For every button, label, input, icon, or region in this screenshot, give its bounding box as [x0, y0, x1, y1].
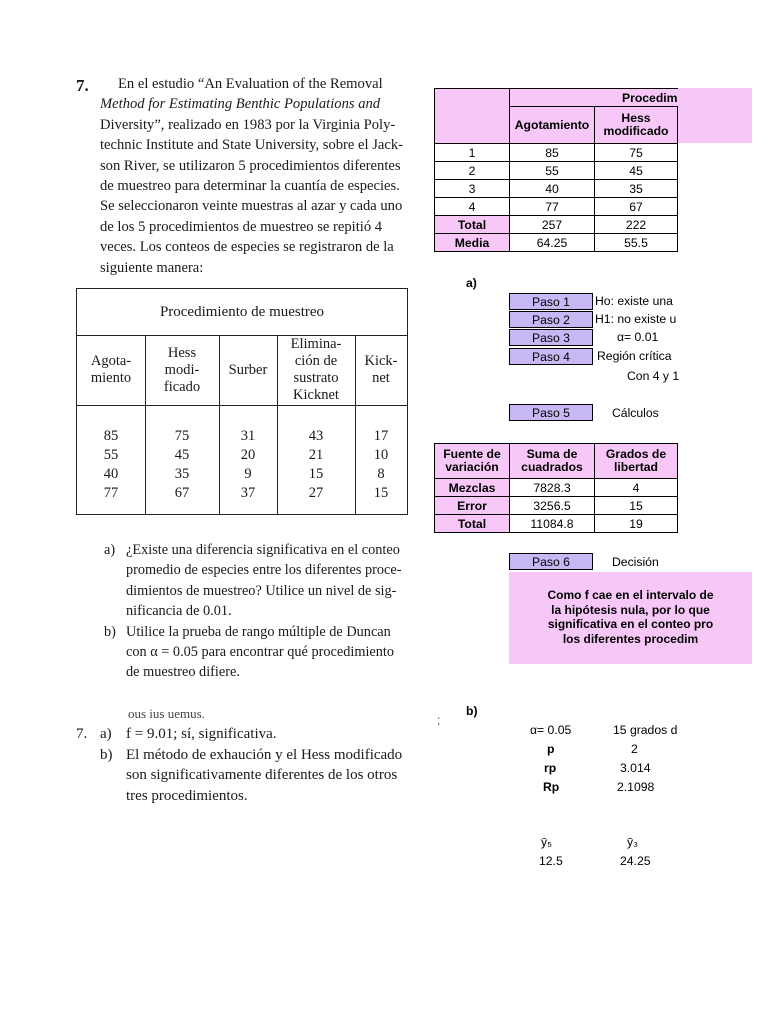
table-cell: 21 — [308, 447, 324, 463]
problem-number: 7. — [76, 76, 89, 95]
question-line: promedio de especies entre los diferentes proce- — [126, 562, 402, 579]
answer-b — [76, 745, 402, 807]
paso-2-text: H1: no existe u — [595, 312, 677, 326]
answer-a — [76, 724, 402, 745]
problem-line: de los 5 procedimientos de muestreo se repitió 4 — [100, 218, 383, 235]
values-agotamiento — [77, 427, 145, 503]
data-table — [434, 88, 678, 252]
mean-label: ȳ₅ — [541, 835, 553, 849]
cell: 7828.3 — [510, 479, 595, 497]
paso-5: Paso 5 — [509, 404, 593, 421]
header-fill-extension — [678, 88, 752, 143]
answer-text: f = 9.01; sí, significativa. — [126, 726, 277, 742]
anova-row-label: Total — [435, 515, 510, 533]
total-label: Total — [435, 216, 510, 234]
question-label: a) — [104, 542, 116, 558]
question-b — [104, 622, 414, 683]
table-cell: 31 — [240, 428, 256, 444]
answer-label: a) — [100, 726, 112, 742]
duncan-label: Rp — [543, 780, 560, 794]
paso-1-text: Ho: existe una — [595, 294, 673, 308]
cell: 45 — [595, 162, 678, 180]
conclusion-line: los diferentes procedim — [562, 631, 699, 646]
values-kicknet — [355, 427, 407, 503]
header-kicknet: Kick- net — [364, 353, 398, 386]
table-title: Procedimiento de muestreo — [77, 289, 407, 336]
problem-statement — [100, 74, 410, 278]
section-b-label: b) — [466, 704, 478, 718]
question-line: nificancia de 0.01. — [126, 603, 232, 620]
values-eliminacion — [277, 427, 355, 503]
paso-2: Paso 2 — [509, 311, 593, 328]
conclusion-line: Como f cae en el intervalo de — [547, 588, 714, 602]
values-hess — [145, 427, 219, 503]
problem-line: Se seleccionaron veinte muestras al azar y cada uno — [100, 198, 403, 215]
cell: 222 — [595, 216, 678, 234]
header-agotamiento: Agota- miento — [90, 353, 132, 386]
answer-line: El método de exhaución y el Hess modificado — [126, 746, 403, 763]
table-cell: 8 — [377, 466, 385, 482]
problem-line: siguiente manera: — [100, 259, 204, 276]
group-header: Procedim — [510, 89, 678, 107]
duncan-value: 2 — [631, 742, 638, 756]
anova-header: Fuente de variación — [435, 444, 510, 479]
cell: 85 — [510, 144, 595, 162]
anova-header: Suma de cuadrados — [510, 444, 595, 479]
paso-4-extra: Con 4 y 1 — [627, 369, 680, 383]
table-cell: 35 — [174, 466, 190, 482]
col-hess: Hess modificado — [595, 107, 678, 144]
answer-line: tres procedimientos. — [126, 787, 248, 804]
question-line: de muestreo difiere. — [126, 664, 240, 681]
problem-line: veces. Los conteos de especies se registraron de la — [100, 239, 394, 256]
cell: 257 — [510, 216, 595, 234]
table-cell: 43 — [308, 428, 324, 444]
duncan-label: α= 0.05 — [530, 723, 572, 737]
mean-label: ȳ₃ — [627, 835, 639, 849]
anova-row-label: Error — [435, 497, 510, 515]
cell: 3256.5 — [510, 497, 595, 515]
cell: 19 — [595, 515, 678, 533]
mean-value: 24.25 — [620, 854, 651, 868]
anova-header: Grados de libertad — [595, 444, 678, 479]
sampling-procedure-table — [76, 288, 408, 515]
cell: 40 — [510, 180, 595, 198]
header-hess: Hess modi- ficado — [163, 344, 201, 395]
stray-mark: ; — [437, 713, 441, 727]
table-cell: 55 — [103, 447, 119, 463]
cell: 67 — [595, 198, 678, 216]
problem-line: En el estudio “An Evaluation of the Removal — [118, 76, 383, 92]
cell: 64.25 — [510, 234, 595, 252]
table-cell: 85 — [103, 428, 119, 444]
table-cell: 10 — [373, 447, 389, 463]
table-cell: 67 — [174, 485, 190, 501]
table-cell: 37 — [240, 485, 256, 501]
question-line: con α = 0.05 para encontrar qué procedimiento — [126, 644, 395, 661]
paso-5-text: Cálculos — [612, 406, 659, 420]
corner-cell — [435, 89, 510, 144]
answer-label: b) — [100, 746, 113, 763]
table-cell: 20 — [240, 447, 256, 463]
media-label: Media — [435, 234, 510, 252]
paso-6: Paso 6 — [509, 553, 593, 570]
anova-table — [434, 443, 678, 533]
table-header-row — [77, 335, 407, 406]
conclusion-box — [509, 572, 752, 664]
answers — [76, 724, 402, 806]
header-eliminacion: Elimina- ción de sustrato Kicknet — [290, 336, 342, 403]
problem-line: technic Institute and State University, sobre el Jack- — [100, 137, 403, 154]
cell: 55 — [510, 162, 595, 180]
row-label: 4 — [435, 198, 510, 216]
cell: 4 — [595, 479, 678, 497]
duncan-value: 15 grados d — [613, 723, 678, 737]
problem-line: Method for Estimating Benthic Populations and — [100, 96, 381, 113]
cut-off-text: ous ius uemus. — [128, 706, 205, 721]
paso-4-text: Región crítica — [597, 349, 672, 363]
paso-4: Paso 4 — [509, 348, 593, 365]
row-label: 3 — [435, 180, 510, 198]
mean-value: 12.5 — [539, 854, 563, 868]
table-cell: 17 — [373, 428, 389, 444]
paso-6-text: Decisión — [612, 555, 659, 569]
question-label: b) — [104, 623, 116, 640]
anova-row-label: Mezclas — [435, 479, 510, 497]
duncan-value: 2.1098 — [617, 780, 655, 794]
paso-1: Paso 1 — [509, 293, 593, 310]
paso-3-text: α= 0.01 — [617, 330, 659, 344]
header-surber: Surber — [228, 361, 268, 378]
questions — [104, 540, 414, 683]
table-cell: 15 — [373, 485, 389, 501]
answer-line: son significativamente diferentes de los otros — [126, 767, 398, 783]
table-cell: 45 — [174, 447, 190, 463]
answer-number: 7. — [76, 726, 88, 742]
cell: 11084.8 — [510, 515, 595, 533]
paso-3: Paso 3 — [509, 329, 593, 346]
col-agotamiento: Agotamiento — [510, 107, 595, 144]
table-cell: 75 — [174, 428, 190, 444]
conclusion-line: la hipótesis nula, por lo que — [551, 602, 710, 617]
conclusion-line: significativa en el conteo pro — [547, 617, 714, 631]
row-label: 1 — [435, 144, 510, 162]
table-cell: 9 — [244, 466, 252, 482]
problem-line: de muestreo para determinar la cuantía de especies. — [100, 178, 400, 195]
question-line: dimientos de muestreo? Utilice un nivel de sig- — [126, 582, 397, 599]
problem-line: Diversity”, realizado en 1983 por la Virginia Poly- — [100, 116, 396, 133]
cell: 55.5 — [595, 234, 678, 252]
table-cell: 27 — [308, 485, 324, 501]
table-cell: 15 — [308, 466, 324, 482]
duncan-label: rp — [544, 761, 557, 775]
values-surber — [219, 427, 277, 503]
duncan-value: 3.014 — [620, 761, 651, 775]
row-label: 2 — [435, 162, 510, 180]
table-cell: 77 — [103, 485, 119, 501]
problem-line: son River, se utilizaron 5 procedimientos diferentes — [100, 157, 401, 174]
cell: 77 — [510, 198, 595, 216]
cell: 75 — [595, 144, 678, 162]
table-cell: 40 — [103, 466, 119, 482]
duncan-label: p — [547, 742, 555, 756]
cell: 15 — [595, 497, 678, 515]
question-a — [104, 540, 414, 622]
cell: 35 — [595, 180, 678, 198]
question-line: Utilice la prueba de rango múltiple de Duncan — [126, 623, 391, 640]
section-a-label: a) — [466, 276, 477, 290]
question-line: ¿Existe una diferencia significativa en el conteo — [126, 542, 400, 558]
